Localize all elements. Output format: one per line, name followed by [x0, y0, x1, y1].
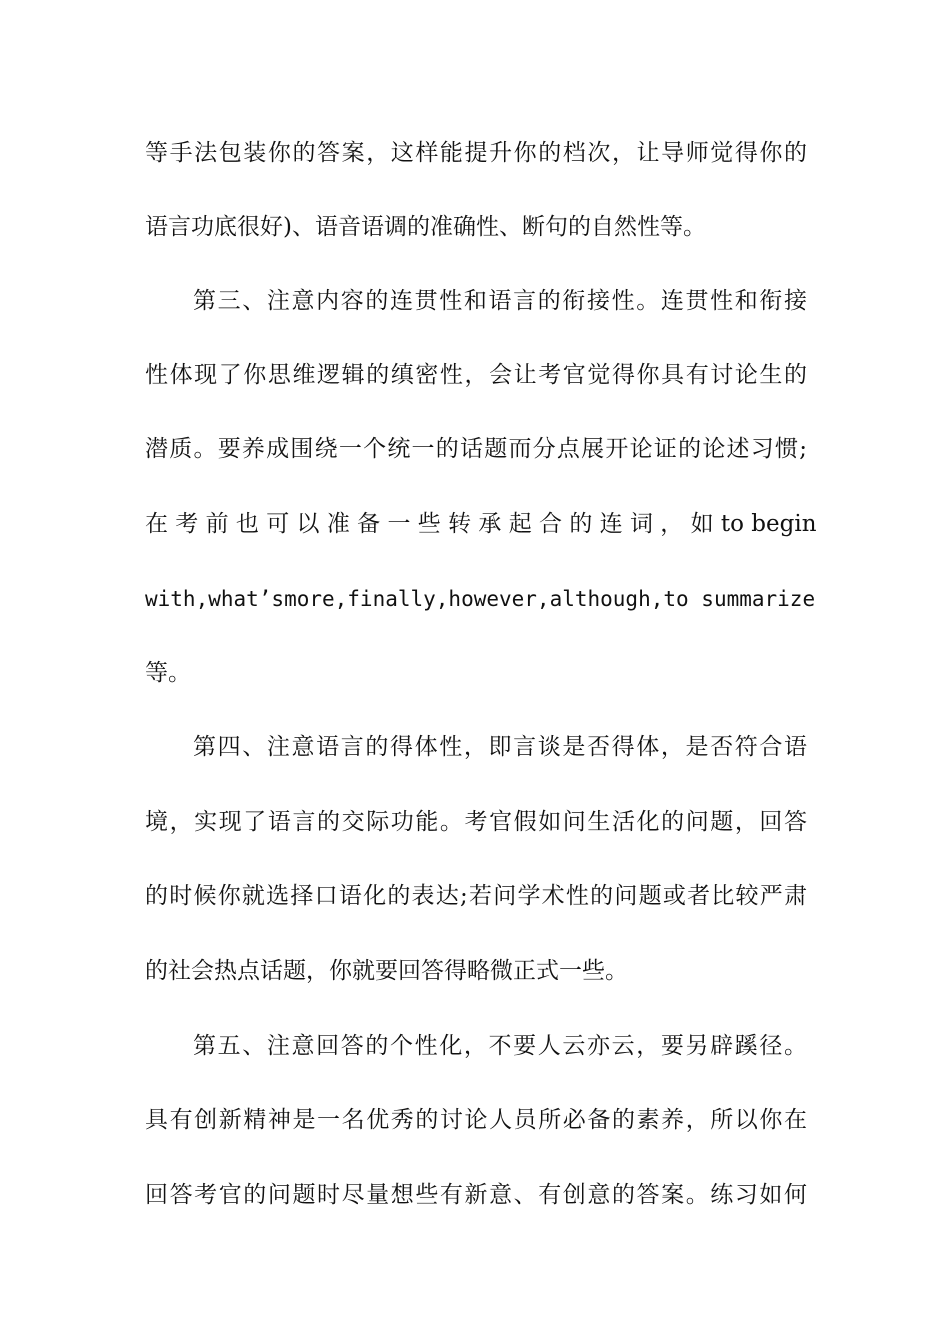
text-line: 回答考官的问题时尽量想些有新意、有创意的答案。练习如何 [145, 1182, 807, 1208]
text-line: 潜质。要养成围绕一个统一的话题而分点展开论证的论述习惯; [145, 436, 807, 462]
paragraph-start-line: 第四、注意语言的得体性，即言谈是否得体，是否符合语 [193, 734, 807, 760]
text-line: 在 考 前 也 可 以 准 备 一 些 转 承 起 合 的 连 词 ， 如 to begin [145, 511, 817, 537]
text-line: 境，实现了语言的交际功能。考官假如问生活化的问题，回答 [145, 809, 807, 835]
text-line: 等。 [145, 660, 191, 686]
text-line: 语言功底很好)、语音语调的准确性、断句的自然性等。 [145, 214, 706, 240]
text-line: 性体现了你思维逻辑的缜密性，会让考官觉得你具有讨论生的 [145, 362, 807, 388]
text-line: 具有创新精神是一名优秀的讨论人员所必备的素养，所以你在 [145, 1107, 807, 1133]
text-line: 的社会热点话题，你就要回答得略微正式一些。 [145, 958, 628, 984]
text-line: 等手法包装你的答案，这样能提升你的档次，让导师觉得你的 [145, 140, 807, 166]
text-line: with,what’smore,finally,however,although,to summarize [145, 587, 816, 611]
text-line: 的时候你就选择口语化的表达;若问学术性的问题或者比较严肃 [145, 883, 807, 909]
paragraph-start-line: 第五、注意回答的个性化，不要人云亦云，要另辟蹊径。 [193, 1033, 807, 1059]
paragraph-start-line: 第三、注意内容的连贯性和语言的衔接性。连贯性和衔接 [193, 288, 807, 314]
